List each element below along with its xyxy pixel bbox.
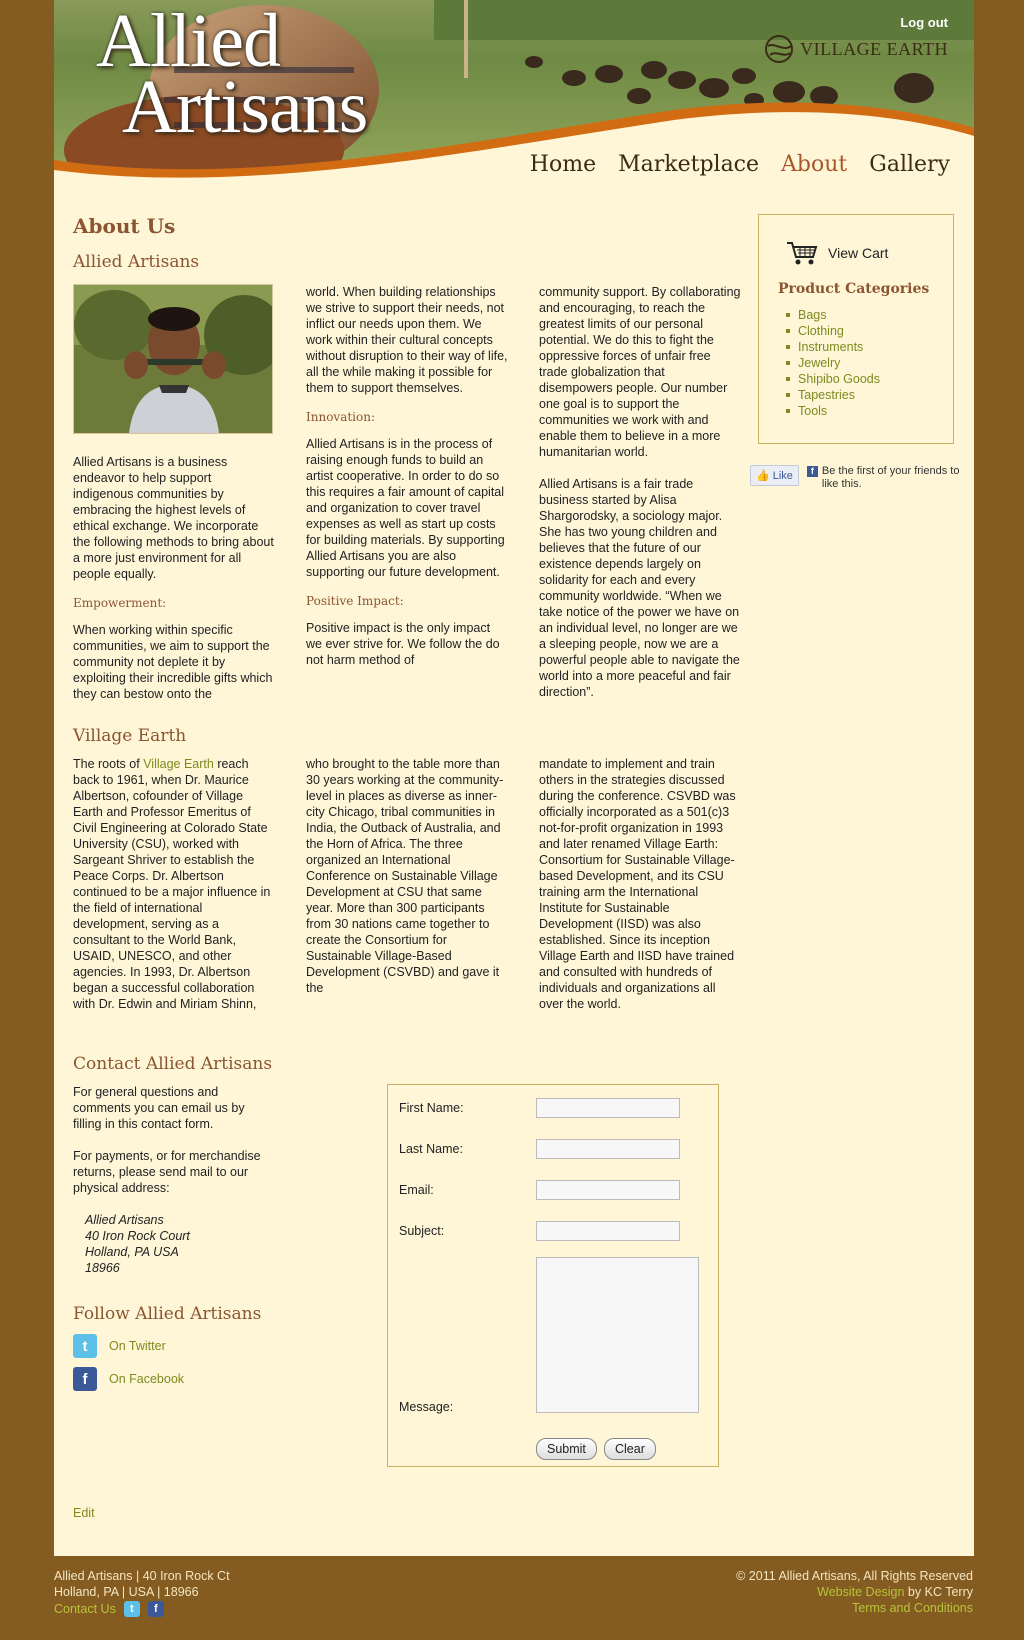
positive-impact-paragraph: Positive impact is the only impact we ever strive for. We follow the do not harm method of [306, 621, 500, 667]
thumbs-up-icon: 👍 [756, 470, 770, 482]
category-shipibo-goods[interactable]: Shipibo Goods [786, 371, 880, 387]
category-clothing[interactable]: Clothing [786, 323, 880, 339]
nav-about[interactable]: About [781, 152, 848, 177]
site-logo[interactable] [86, 0, 368, 149]
col3-continued-paragraph: community support. By collaborating and encouraging, to reach the greatest limits of our personal potential. We do this to fight the oppressive forces of unfair free trade globalization that disempowers people. Our number one goal is to support the communities we work with and enable them to believe in a more humanitarian world. [539, 285, 741, 459]
innovation-heading: Innovation: [306, 410, 376, 424]
intro-paragraph: Allied Artisans is a business endeavor to help support indigenous communities by embracing the highest levels of ethical exchange. We incorporate the following methods to bring about a more just environment for all people equally. [73, 455, 274, 581]
category-jewelry[interactable]: Jewelry [786, 355, 880, 371]
address-line: 40 Iron Rock Court [85, 1229, 190, 1243]
category-bags[interactable]: Bags [786, 307, 880, 323]
contact-form [387, 1084, 719, 1467]
last-name-label: Last Name: [399, 1142, 463, 1156]
facebook-icon[interactable]: f [148, 1601, 164, 1617]
footer-address-line-1: Allied Artisans | 40 Iron Rock Ct [54, 1569, 230, 1583]
village-earth-paragraph-1: The roots of Village Earth reach back to 1961, when Dr. Maurice Albertson, cofounder of Village Earth and Professor Emeritus of Civil Engineering at Colorado State University (CSU), worked with Sargeant Shriver to establish the Peace Corps. Dr. Albertson continued to be a major influence in the field of international development, serving as a consultant to the World Bank, USAID, UNESCO, and other agencies. In 1993, Dr. Albertson began a successful collaboration with Dr. Edwin and Miriam Shinn, [73, 757, 271, 1011]
designer-name: by KC Terry [904, 1585, 973, 1599]
facebook-link-text[interactable]: On Facebook [109, 1372, 185, 1386]
col2-continued-paragraph: world. When building relationships we strive to support their needs, not inflict our needs upon them. We work within their cultural concepts without disruption to their way of life, all the while making it possible for them to support themselves. [306, 285, 508, 395]
village-earth-heading: Village Earth [73, 726, 187, 746]
clear-button[interactable]: Clear [604, 1438, 656, 1460]
first-name-field[interactable] [536, 1098, 680, 1118]
category-list [786, 307, 880, 419]
contact-info [73, 1084, 263, 1276]
logo-line-1: Allied [96, 0, 280, 83]
page-title: About Us [73, 214, 176, 238]
header [54, 0, 974, 195]
innovation-paragraph: Allied Artisans is in the process of raising enough funds to build an artist cooperative. In order to do so this requires a fair amount of capital and organization to cover travel expenses as well as start up costs for building materials. By supporting Allied Artisans you are also supporting our future development. [306, 437, 505, 579]
facebook-like-widget [750, 465, 972, 491]
empowerment-paragraph: When working within specific communities, we aim to support the community not deplete it by exploiting their incredible gifts which they can bestow onto the [73, 623, 273, 701]
like-label: Like [772, 469, 793, 482]
terms-link[interactable]: Terms and Conditions [852, 1601, 973, 1615]
founder-paragraph: Allied Artisans is a fair trade business started by Alisa Shargorodsky, a sociology major. She has two young children and believes that the future of our existence depends largely on solidarity for each and every community worldwide. “When we take notice of the power we have on an individual level, no longer are we a sleeping people, now we are a powerful people able to navigate the world into a more peaceful and fair direction”. [539, 477, 740, 699]
like-message [807, 465, 972, 491]
village-earth-column-3 [539, 756, 741, 1012]
village-earth-paragraph-3: mandate to implement and train others in the strategies discussed during the conference. CSVBD was officially incorporated as a 501(c)3 not-for-profit organization in 1993 and later renamed Village Earth: Consortium for Sustainable Village-based Development, and its CSU training arm the International Institute for Sustainable Development (IISD) was also established. Since its inception Village Earth and IISD have trained and consulted with hundreds of individuals and organizations all over the world. [539, 757, 736, 1011]
village-earth-link[interactable]: Village Earth [143, 757, 214, 771]
empowerment-heading: Empowerment: [73, 596, 167, 610]
footer-contact-row [54, 1601, 230, 1617]
nav-home[interactable]: Home [529, 152, 597, 177]
contact-heading: Contact Allied Artisans [73, 1054, 273, 1074]
twitter-icon[interactable]: t [124, 1601, 140, 1617]
allied-artisans-heading: Allied Artisans [73, 252, 200, 272]
first-name-label: First Name: [399, 1101, 464, 1115]
positive-impact-heading: Positive Impact: [306, 594, 404, 608]
website-design-link[interactable]: Website Design [817, 1585, 905, 1599]
view-cart-label: View Cart [828, 245, 889, 261]
about-column-1 [73, 284, 275, 702]
mailing-address [73, 1212, 263, 1276]
sidebar-box [758, 214, 954, 444]
facebook-follow-link[interactable] [73, 1367, 184, 1391]
category-tapestries[interactable]: Tapestries [786, 387, 880, 403]
facebook-icon: f [73, 1367, 97, 1391]
twitter-icon: t [73, 1334, 97, 1358]
address-line: Allied Artisans [85, 1213, 164, 1227]
footer-left [54, 1568, 230, 1617]
logout-link[interactable]: Log out [900, 15, 948, 30]
logo-line-2: Artisans [122, 65, 368, 149]
nav-gallery[interactable]: Gallery [869, 152, 950, 177]
view-cart-link[interactable] [786, 240, 888, 266]
email-field[interactable] [536, 1180, 680, 1200]
about-column-2 [306, 284, 508, 668]
message-label: Message: [399, 1400, 454, 1414]
footer-address-line-2: Holland, PA | USA | 18966 [54, 1585, 199, 1599]
edit-link[interactable]: Edit [73, 1506, 95, 1520]
subject-label: Subject: [399, 1224, 445, 1238]
village-earth-paragraph-2: who brought to the table more than 30 years working at the community-level in places as diverse as inner-city Chicago, tribal communities in India, the Outback of Australia, and the Horn of Africa. The three organized an International Conference on Sustainable Village Development at CSU that same year. More than 300 participants from 30 nations came together to create the Consortium for Sustainable Village-Based Development (CSVBD) and gave it the [306, 757, 504, 995]
village-earth-logo[interactable] [764, 34, 948, 64]
contact-paragraph-1: For general questions and comments you can email us by filling in this contact form. [73, 1085, 245, 1131]
twitter-follow-link[interactable] [73, 1334, 184, 1358]
address-line: 18966 [85, 1261, 120, 1275]
follow-list [73, 1334, 184, 1391]
email-label: Email: [399, 1183, 434, 1197]
contact-us-link[interactable]: Contact Us [54, 1602, 116, 1616]
design-credit [736, 1584, 973, 1600]
village-earth-column-2 [306, 756, 508, 996]
message-textarea[interactable] [536, 1257, 699, 1413]
contact-paragraph-2: For payments, or for merchandise returns, please send mail to our physical address: [73, 1149, 261, 1195]
copyright-text: © 2011 Allied Artisans, All Rights Reserved [736, 1569, 973, 1583]
cart-icon [786, 240, 818, 266]
last-name-field[interactable] [536, 1139, 680, 1159]
category-tools[interactable]: Tools [786, 403, 880, 419]
footer-right [736, 1568, 973, 1616]
product-categories-heading: Product Categories [778, 281, 930, 297]
address-line: Holland, PA USA [85, 1245, 179, 1259]
follow-heading: Follow Allied Artisans [73, 1304, 262, 1324]
subject-field[interactable] [536, 1221, 680, 1241]
village-earth-column-1 [73, 756, 275, 1012]
nav-marketplace[interactable]: Marketplace [618, 152, 760, 177]
facebook-small-icon: f [807, 466, 818, 477]
page-container [54, 0, 974, 1556]
twitter-link-text[interactable]: On Twitter [109, 1339, 166, 1353]
about-column-3 [539, 284, 741, 700]
like-button[interactable] [750, 465, 799, 486]
main-nav [530, 152, 950, 177]
submit-button[interactable]: Submit [536, 1438, 597, 1460]
like-text: Be the first of your friends to like this. [821, 465, 960, 490]
globe-icon [764, 34, 794, 64]
artisan-photo [73, 284, 273, 434]
village-earth-text: VILLAGE EARTH [800, 38, 948, 59]
category-instruments[interactable]: Instruments [786, 339, 880, 355]
